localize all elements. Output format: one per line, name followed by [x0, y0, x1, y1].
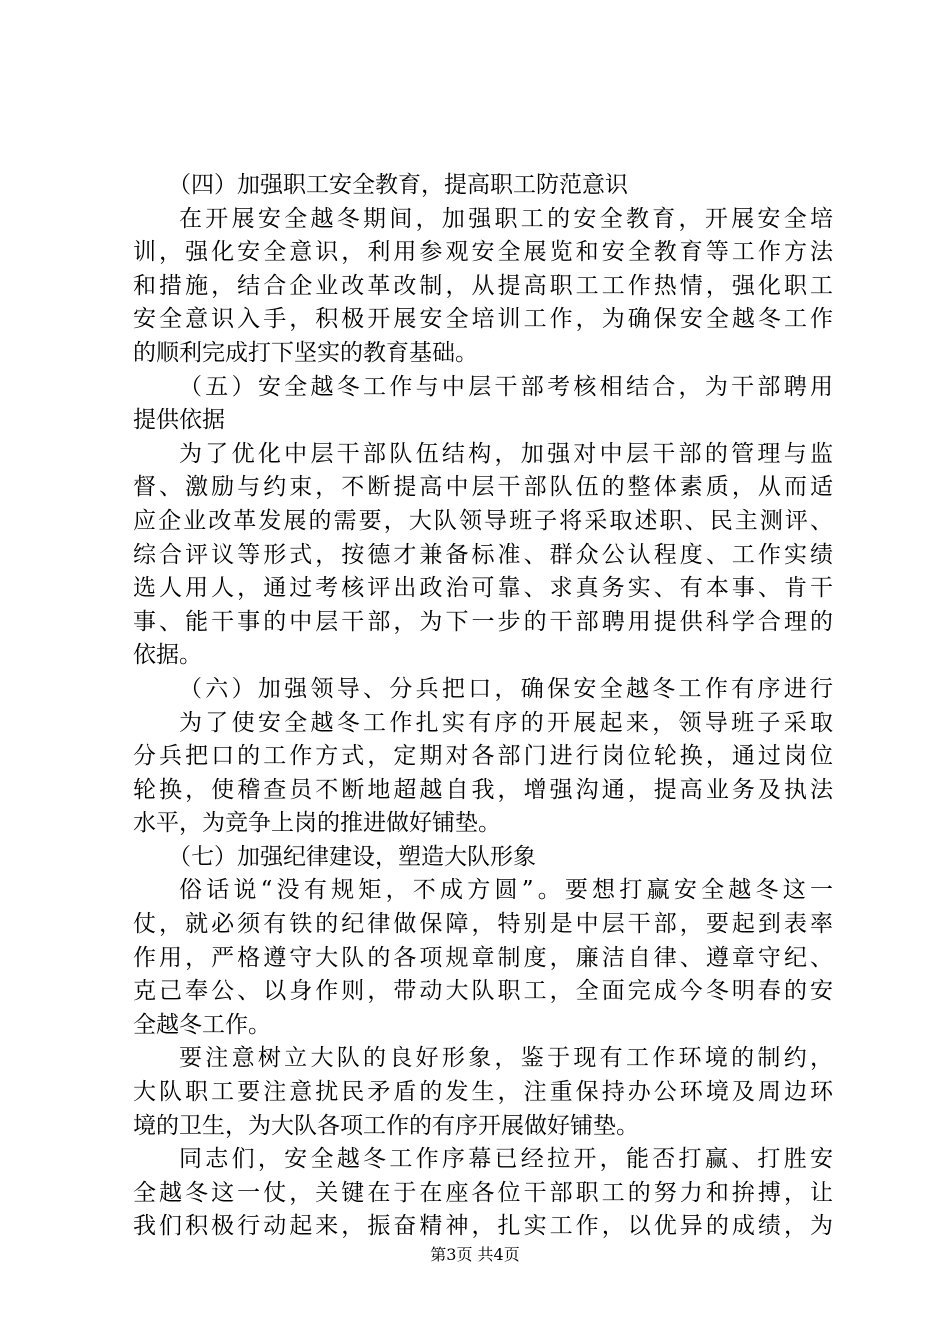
- paragraph-line: 同志们，安全越冬工作序幕已经拉开，能否打赢、打胜安: [179, 1146, 833, 1173]
- section-heading: （七）加强纪律建设，塑造大队形象: [168, 843, 536, 870]
- paragraph-line: 和措施，结合企业改革改制，从提高职工工作热情，强化职工: [133, 272, 833, 299]
- paragraph-line: 轮换，使稽查员不断地超越自我，增强沟通，提高业务及执法: [133, 776, 833, 803]
- paragraph-line: 选人用人，通过考核评出政治可靠、求真务实、有本事、肯干: [133, 575, 833, 602]
- paragraph-line: 作用，严格遵守大队的各项规章制度，廉洁自律、遵章守纪、: [133, 944, 833, 971]
- paragraph-line: 全越冬这一仗，关键在于在座各位干部职工的努力和拚搏，让: [133, 1179, 833, 1206]
- paragraph-line: 为了使安全越冬工作扎实有序的开展起来，领导班子采取: [179, 709, 833, 736]
- paragraph-line: 全越冬工作。: [133, 1011, 271, 1038]
- paragraph-line: 大队职工要注意扰民矛盾的发生，注重保持办公环境及周边环: [133, 1079, 833, 1106]
- paragraph-line: 应企业改革发展的需要，大队领导班子将采取述职、民主测评、: [133, 507, 833, 534]
- paragraph-line: 依据。: [133, 642, 202, 669]
- paragraph-line: 要注意树立大队的良好形象，鉴于现有工作环境的制约，: [179, 1045, 833, 1072]
- paragraph-line: 安全意识入手，积极开展安全培训工作，为确保安全越冬工作: [133, 306, 833, 333]
- paragraph-line: 仗，就必须有铁的纪律做保障，特别是中层干部，要起到表率: [133, 911, 833, 938]
- paragraph-line: 境的卫生，为大队各项工作的有序开展做好铺垫。: [133, 1112, 639, 1139]
- paragraph-line: 分兵把口的工作方式，定期对各部门进行岗位轮换，通过岗位: [133, 743, 833, 770]
- paragraph-line: 的顺利完成打下坚实的教育基础。: [133, 339, 478, 366]
- paragraph-line: 我们积极行动起来，振奋精神，扎实工作，以优异的成绩，为: [133, 1213, 833, 1240]
- paragraph-line: 事、能干事的中层干部，为下一步的干部聘用提供科学合理的: [133, 608, 833, 635]
- paragraph-line: 训，强化安全意识，利用参观安全展览和安全教育等工作方法: [133, 239, 833, 266]
- section-heading: （四）加强职工安全教育，提高职工防范意识: [168, 172, 628, 198]
- paragraph-line: 在开展安全越冬期间，加强职工的安全教育，开展安全培: [179, 205, 833, 232]
- paragraph-line: 水平，为竞争上岗的推进做好铺垫。: [133, 810, 501, 837]
- document-body: [133, 169, 833, 1244]
- paragraph-line: 督、激励与约束，不断提高中层干部队伍的整体素质，从而适: [133, 474, 833, 501]
- section-heading: （五）安全越冬工作与中层干部考核相结合，为干部聘用: [179, 373, 833, 400]
- page-number: 第3页 共4页: [430, 1245, 520, 1264]
- section-heading: 提供依据: [133, 407, 225, 434]
- paragraph-line: 俗话说“没有规矩，不成方圆”。要想打赢安全越冬这一: [179, 877, 833, 904]
- section-heading: （六）加强领导、分兵把口，确保安全越冬工作有序进行: [179, 675, 833, 702]
- paragraph-line: 综合评议等形式，按德才兼备标准、群众公认程度、工作实绩: [133, 541, 833, 568]
- paragraph-line: 为了优化中层干部队伍结构，加强对中层干部的管理与监: [179, 440, 833, 467]
- paragraph-line: 克己奉公、以身作则，带动大队职工，全面完成今冬明春的安: [133, 978, 833, 1005]
